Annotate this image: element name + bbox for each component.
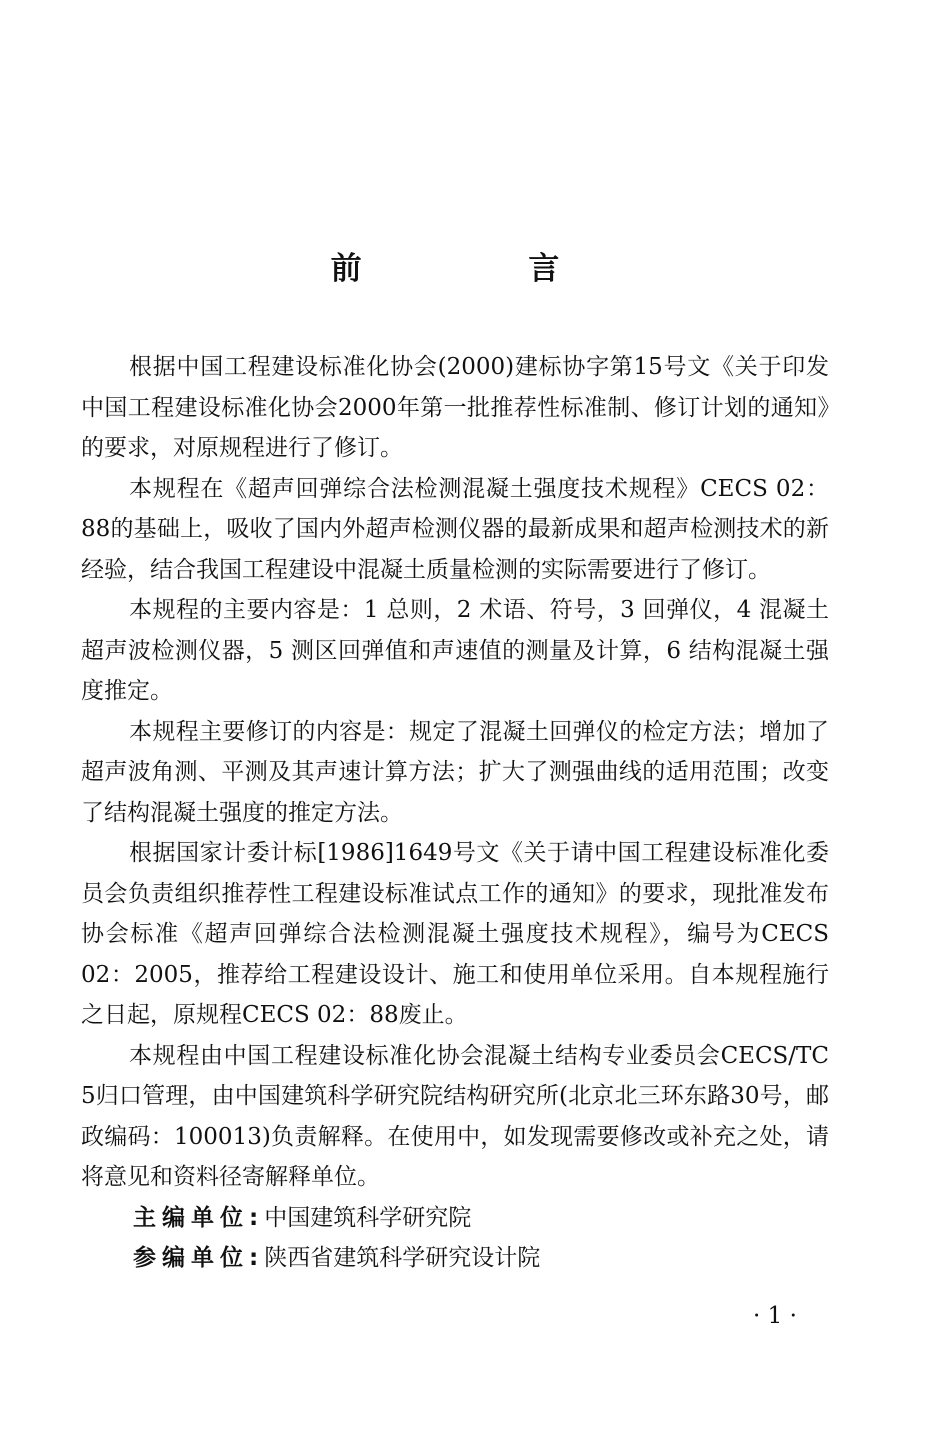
paragraph-main-contents: 本规程的主要内容是：1 总则，2 术语、符号，3 回弹仪，4 混凝土超声波检测仪器，5 测区回弹值和声速值的测量及计算，6 结构混凝土强度推定。 — [81, 597, 829, 704]
participating-editor-line — [81, 1238, 829, 1279]
participating-editor-value: 陕西省建筑科学研究设计院 — [264, 1245, 541, 1271]
paragraph-revision-basis: 根据中国工程建设标准化协会(2000)建标协字第15号文《关于印发中国工程建设标准化协会2000年第一批推荐性标准制、修订计划的通知》的要求，对原规程进行了修订。 — [81, 354, 829, 461]
chief-editor-label: 主编单位: — [133, 1204, 265, 1231]
paragraph-main-revisions: 本规程主要修订的内容是：规定了混凝土回弹仪的检定方法；增加了超声波角测、平测及其声速计算方法；扩大了测强曲线的适用范围；改变了结构混凝土强度的推定方法。 — [81, 718, 829, 826]
page-title: 前 言 — [330, 250, 638, 287]
paragraph-revision-foundation: 本规程在《超声回弹综合法检测混凝土强度技术规程》CECS 02：88的基础上，吸收了国内外超声检测仪器的最新成果和超声检测技术的新经验，结合我国工程建设中混凝土质量检测的实际需要进行了修订。 — [81, 475, 829, 583]
paragraph-approval: 根据国家计委计标[1986]1649号文《关于请中国工程建设标准化委员会负责组织推荐性工程建设标准试点工作的通知》的要求，现批准发布协会标准《超声回弹综合法检测混凝土强度技术规程》，编号为CECS 02：2005，推荐给工程建设设计、施工和使用单位采用。自本规程施行之日起，原规程CECS 02：88废止。 — [81, 840, 829, 1028]
page-number: · 1 · — [753, 1303, 797, 1329]
preface-body — [81, 347, 829, 1279]
chief-editor-line — [81, 1198, 829, 1239]
participating-editor-label: 参编单位: — [133, 1245, 265, 1271]
chief-editor-value: 中国建筑科学研究院 — [264, 1204, 472, 1231]
paragraph-management: 本规程由中国工程建设标准化协会混凝土结构专业委员会CECS/TC 5归口管理，由中国建筑科学研究院结构研究所(北京北三环东路30号，邮政编码：100013)负责解释。在使用中，如发现需要修改或补充之处，请将意见和资料径寄解释单位。 — [81, 1042, 829, 1190]
